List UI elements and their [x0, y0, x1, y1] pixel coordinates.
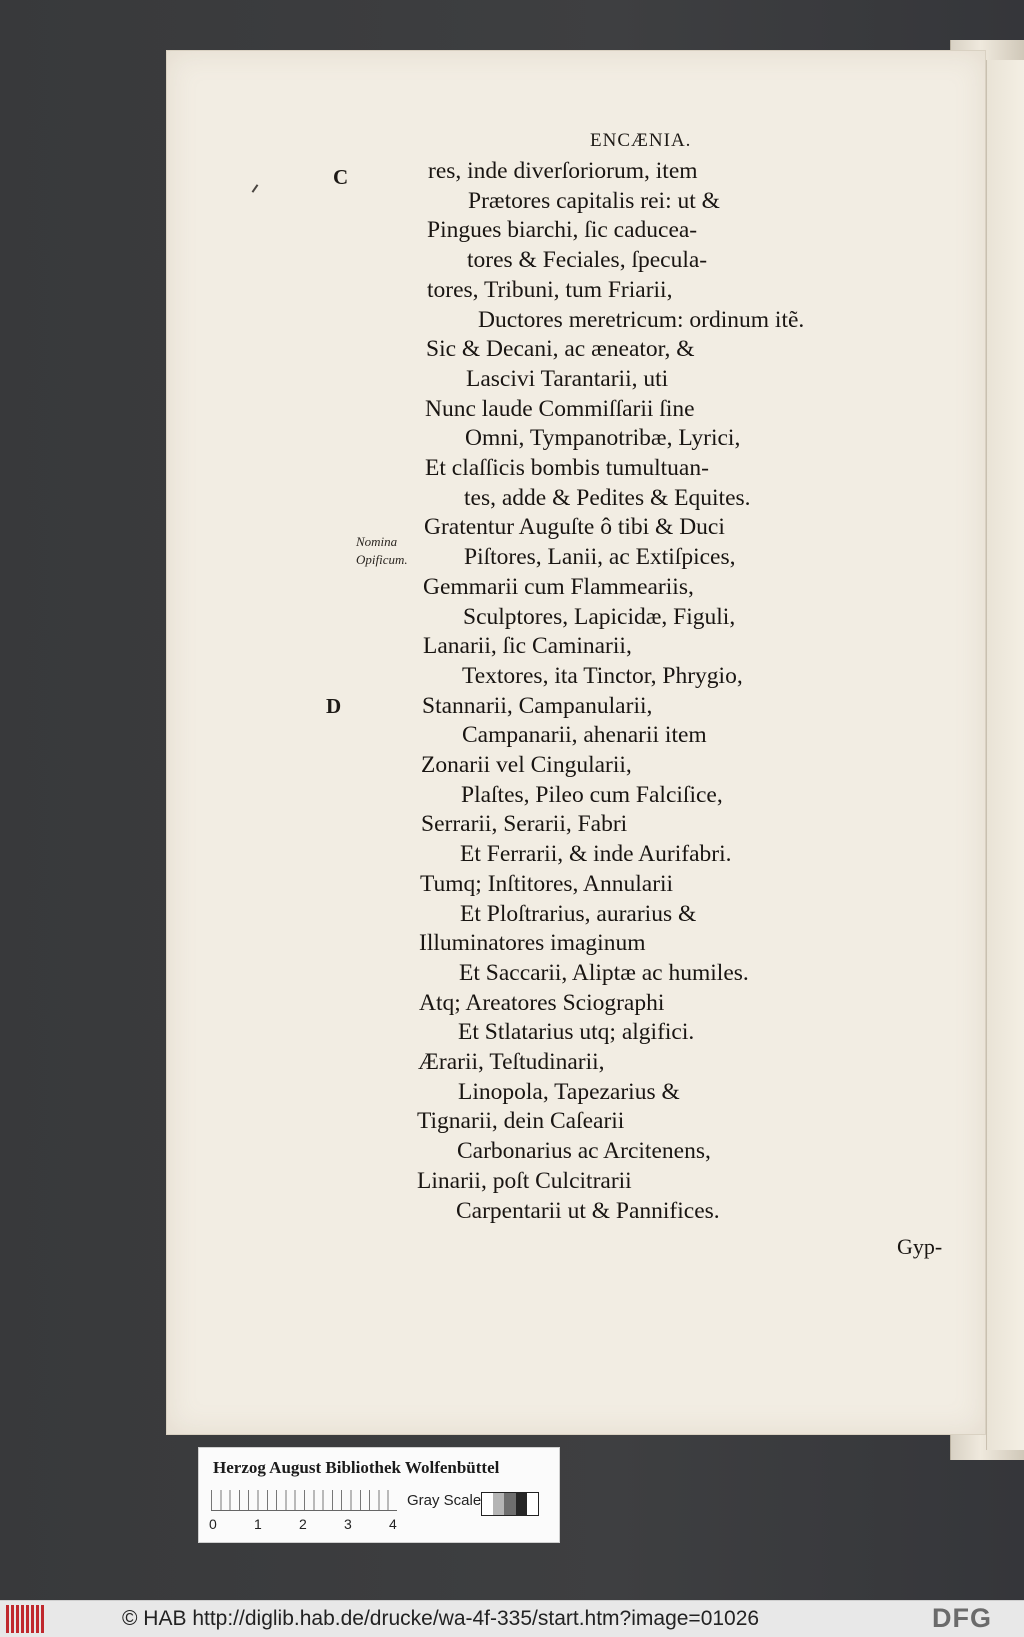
verse-line: Omni, Tympanotribæ, Lyrici,	[465, 425, 741, 452]
verse-line: Nunc laude Commiſſarii ſine	[425, 395, 695, 422]
verse-line: Ductores meretricum: ordinum itẽ.	[478, 306, 805, 333]
running-head: ENCÆNIA.	[590, 130, 692, 151]
gray-swatch	[482, 1493, 493, 1515]
margin-note-line: Opificum.	[356, 552, 408, 567]
verse-line: Tignarii, dein Caſearii	[417, 1108, 625, 1135]
verse-line: Linarii, poſt Culcitrarii	[417, 1167, 632, 1194]
margin-letter-c: C	[333, 165, 349, 189]
verse-line: Sculptores, Lapicidæ, Figuli,	[463, 603, 736, 630]
verse-line: Ærarii, Teſtudinarii,	[418, 1049, 605, 1075]
verse-line: Pingues biarchi, ſic caducea-	[427, 217, 698, 244]
catchword: Gyp-	[897, 1234, 943, 1259]
scale-ruler	[211, 1490, 397, 1511]
gray-swatch	[504, 1493, 515, 1515]
verse-line: tores & Feciales, ſpecula-	[467, 247, 708, 274]
verse-line: tores, Tribuni, tum Friarii,	[427, 276, 673, 303]
margin-note	[356, 533, 426, 569]
verse-line: Tumq; Inſtitores, Annularii	[420, 870, 674, 897]
gray-swatch	[493, 1493, 504, 1515]
verse-line: Atq; Areatores Sciographi	[419, 989, 665, 1016]
verse-line: Lanarii, ſic Caminarii,	[423, 633, 632, 660]
verse-line: Carpentarii ut & Pannifices.	[456, 1197, 720, 1224]
ruler-number: 4	[389, 1516, 397, 1532]
verse-line: Textores, ita Tinctor, Phrygio,	[462, 662, 743, 689]
footer-bar	[0, 1600, 1024, 1637]
dfg-logo: DFG	[932, 1603, 992, 1633]
verse-line: Et Saccarii, Aliptæ ac humiles.	[459, 959, 749, 986]
gray-swatch	[516, 1493, 527, 1515]
verse-line: Prætores capitalis rei: ut &	[468, 187, 720, 214]
verse-line: Gemmarii cum Flammeariis,	[423, 573, 694, 600]
verse-line: Illuminatores imaginum	[419, 930, 646, 957]
verse-line: Carbonarius ac Arcitenens,	[457, 1138, 711, 1165]
verse-line: Et Ferrarii, & inde Aurifabri.	[460, 841, 732, 868]
verse-line: Et claſſicis bombis tumultuan-	[425, 455, 709, 481]
ruler-number: 0	[209, 1516, 217, 1532]
ruler-number: 3	[344, 1516, 352, 1532]
ruler-number: 2	[299, 1516, 307, 1532]
verse-line: res, inde diverſoriorum, item	[428, 158, 698, 184]
verse-line: Et Ploſtrarius, aurarius &	[460, 900, 697, 927]
footer-copyright-link[interactable]: © HAB http://diglib.hab.de/drucke/wa-4f-335/start.htm?image=01026	[122, 1607, 760, 1630]
margin-note-line: Nomina	[356, 534, 398, 549]
verse-line: Campanarii, ahenarii item	[462, 722, 707, 749]
verse-line: Serrarii, Serarii, Fabri	[421, 811, 628, 838]
label-title: Herzog August Bibliothek Wolfenbüttel	[213, 1458, 500, 1477]
verse-line: Lascivi Tarantarii, uti	[466, 365, 669, 392]
book-block-edge-outer	[986, 60, 1024, 1450]
verse-line: Stannarii, Campanularii,	[422, 692, 653, 719]
library-label-card	[198, 1447, 560, 1543]
gray-swatch	[527, 1493, 538, 1515]
verse-line: Plaſtes, Pileo cum Falciſice,	[461, 781, 723, 808]
gray-scale-label: Gray Scale	[407, 1492, 482, 1509]
verse-line: Linopola, Tapezarius &	[458, 1078, 680, 1105]
verse-line: Et Stlatarius utq; algifici.	[458, 1019, 695, 1046]
verse-line: Zonarii vel Cingularii,	[421, 752, 632, 778]
ruler-number: 1	[254, 1516, 262, 1532]
verse-line: tes, adde & Pedites & Equites.	[464, 484, 751, 511]
verse-line: Sic & Decani, ac æneator, &	[426, 336, 695, 363]
gray-scale-swatches	[481, 1492, 539, 1516]
margin-letter-d: D	[326, 694, 342, 718]
hab-logo-icon	[6, 1605, 46, 1633]
verse-line: Piſtores, Lanii, ac Extiſpices,	[464, 544, 736, 571]
verse-line: Gratentur Auguſte ô tibi & Duci	[424, 514, 725, 541]
